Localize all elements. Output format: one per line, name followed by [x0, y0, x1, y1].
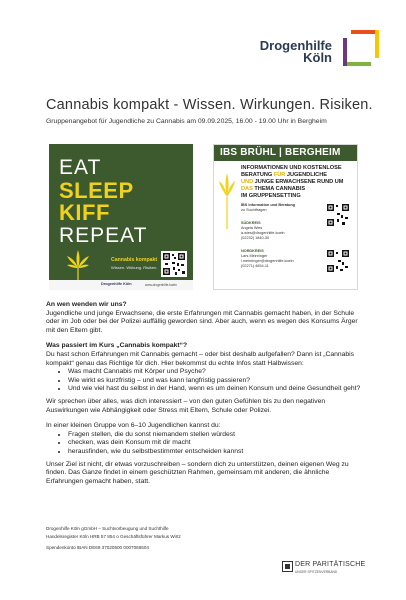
- poster-ibs-info: [213, 144, 358, 290]
- qr-code-icon: [326, 203, 350, 227]
- footer-line-1: Drogenhilfe Köln gGmbH – Suchtvorbeugung und Suchthilfe: [46, 526, 169, 531]
- poster-line-repeat: REPEAT: [59, 224, 148, 247]
- footer-line-2: Handelsregister Köln HRB 57 854 o Geschäftsführer Markus Wirtz: [46, 534, 181, 540]
- list-item: • Was macht Cannabis mit Körper und Psyche?: [68, 368, 362, 377]
- list-item: • Wie wirkt es kurzfristig – und was kann langfristig passieren?: [68, 377, 362, 386]
- list-item: • Und wie viel hast du selbst in der Hand, wenn es um deinen Konsum und deine Gesundheit geht?: [68, 385, 362, 394]
- poster-contact1-mail: a.wies@drogenhilfe.koeln: [241, 231, 285, 235]
- poster-contact1-name: Angela Wies: [241, 226, 263, 230]
- section-audience-heading: An wen wenden wir uns?: [46, 301, 127, 308]
- poster-eat-sleep-kiff-repeat: [49, 144, 193, 290]
- paritaetische-logo-subtext: UNSER SPITZENVERBAND: [295, 570, 338, 574]
- section-audience-text: Jugendliche und junge Erwachsene, die erste Erfahrungen mit Cannabis gemacht haben, in der Schule oder im Job oder bei der Polizei auffällig geworden sind. Aber auch, wenn es wegen des Konsums Ärger mit den Eltern gibt.: [46, 309, 358, 334]
- page-subtitle: Gruppenangebot für Jugendliche zu Cannabis am 09.09.2025, 16.00 - 19.00 Uhr in Bergheim: [46, 118, 327, 125]
- list-item: • herausfinden, wie du selbstbestimmter entscheiden kannst: [68, 448, 362, 457]
- poster-line-sleep: SLEEP: [59, 178, 134, 203]
- org-logo-text: [260, 40, 332, 64]
- poster-footer-url: www.drogenhilfe.koeln: [145, 283, 177, 287]
- list-item: • checken, was dein Konsum mit dir macht: [68, 439, 362, 448]
- section-course-intro: Du hast schon Erfahrungen mit Cannabis gemacht – oder bist deshalb aufgefallen? Dann ist „Cannabis kompakt“ genau das Richtige für dich. Hier bekommst du echte Infos statt Halbwissen:: [46, 350, 355, 367]
- section-course-heading: Was passiert im Kurs „Cannabis kompakt“?: [46, 342, 188, 350]
- logo-line1: Drogenhilfe: [259, 38, 332, 53]
- qr-code-icon: [161, 251, 187, 277]
- section-audience: [46, 301, 362, 335]
- course-bullet-list: [46, 368, 362, 394]
- poster-line-kiff: KIFF: [59, 200, 110, 225]
- logo-line2: Köln: [303, 50, 332, 65]
- paritaetische-logo-icon: [282, 561, 293, 572]
- poster-footer-logo: Drogenhilfe Köln: [101, 282, 132, 286]
- section-goal-text: Unser Ziel ist nicht, dir etwas vorzuschreiben – sondern dich zu unterstützen, deinen eigenen Weg zu finden. Das Ganze findet in einem geschützten Rahmen, gemeinsam mit anderen, die ähnliche Erfahrungen gemacht haben, statt.: [46, 460, 349, 485]
- list-item: • Fragen stellen, die du sonst niemandem stellen würdest: [68, 431, 362, 440]
- poster-region-south: SÜDKREIS: [241, 221, 261, 225]
- poster-line-eat: EAT: [59, 156, 102, 179]
- qr-code-icon: [326, 249, 350, 273]
- poster-info-line-4: DAS THEMA CANNABIS: [241, 186, 306, 192]
- drogenhilfe-logo-mark: [343, 30, 379, 66]
- page-title: Cannabis kompakt - Wissen. Wirkungen. Risiken.: [46, 97, 373, 113]
- poster-contact2-phone: (02271) 4654-11: [241, 264, 269, 268]
- poster-info-line-3: UND JUNGE ERWACHSENE RUND UM: [241, 179, 344, 185]
- section-course-outro: Wir sprechen über alles, was dich interessiert – von den guten Gefühlen bis zu den negativen Auswirkungen wie Abhängigkeit oder Stress mit Eltern, Schule oder Polizei.: [46, 397, 326, 414]
- poster-ibs-label: IBS Information und Beratung: [241, 203, 295, 207]
- poster-info-line-5: IM GRUPPENSETTING: [241, 193, 301, 199]
- poster-ibs-header: IBS BRÜHL | BERGHEIM: [214, 145, 358, 161]
- section-group-intro: In einer kleinen Gruppe von 6–10 Jugendlichen kannst du:: [46, 422, 221, 430]
- poster-region-north: NORDKREIS: [241, 249, 264, 253]
- section-course: [46, 342, 362, 368]
- group-bullet-list: [46, 431, 362, 457]
- cannabis-leaf-icon: [217, 169, 237, 231]
- poster-info-line-2: BERATUNG FÜR JUGENDLICHE: [241, 172, 327, 178]
- poster-ibs-label-2: zu Suchtfragen: [241, 208, 267, 212]
- footer-bank: Spendenkonto IBAN DE69 37020500 0007066504: [46, 545, 149, 551]
- poster-info-line-1: INFORMATIONEN UND KOSTENLOSE: [241, 165, 342, 171]
- poster-contact2-mail: l.meinringer@drogenhilfe.koeln: [241, 259, 294, 263]
- page-footer: [46, 525, 181, 553]
- poster-contact2-name: Lars Meinringer: [241, 254, 268, 258]
- poster-tagline: Wissen. Wirkung. Risiken.: [111, 265, 158, 270]
- paritaetische-logo-text: DER PARITÄTISCHE: [295, 561, 366, 568]
- poster-kompakt-label: Cannabis kompakt: [111, 257, 158, 263]
- body-text: [46, 301, 362, 493]
- poster-contact1-phone: (02232) 1840-30: [241, 236, 270, 240]
